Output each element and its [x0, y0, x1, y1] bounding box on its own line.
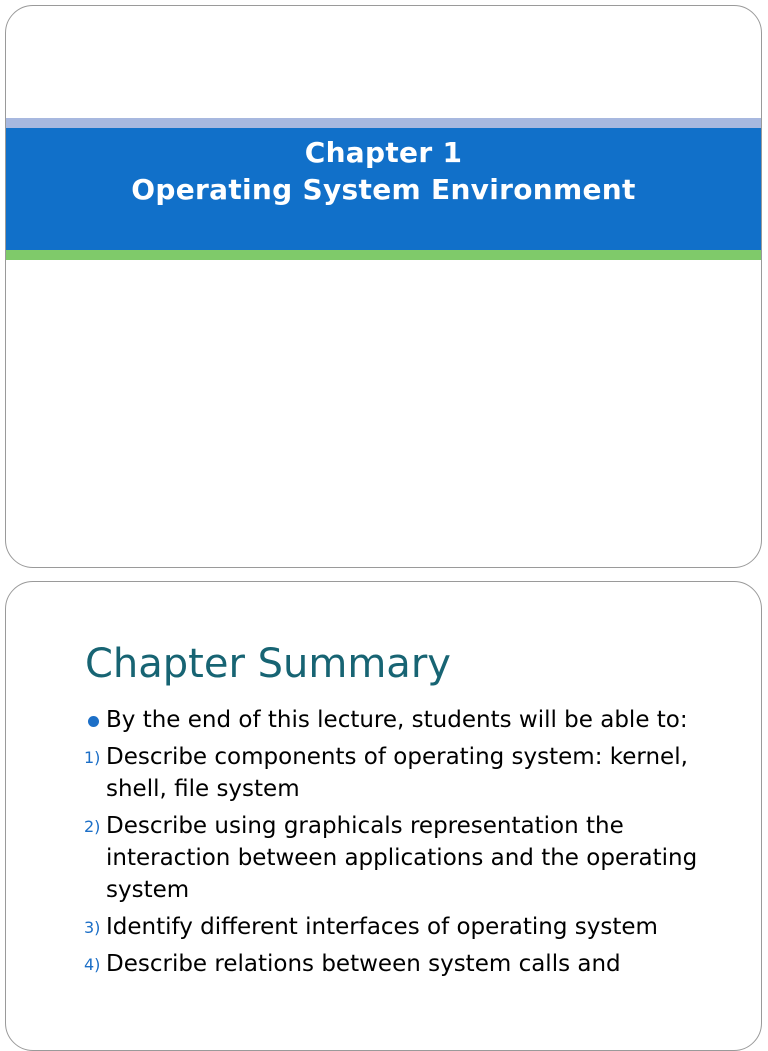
item-text: Describe relations between system calls and — [106, 951, 621, 977]
bullet-dot-icon — [88, 716, 99, 727]
item-text: Identify different interfaces of operating system — [106, 914, 658, 940]
intro-bullet — [84, 704, 724, 736]
list-item — [84, 810, 724, 906]
list-item — [84, 741, 724, 805]
chapter-number: Chapter 1 — [304, 136, 463, 169]
item-number: 1) — [84, 748, 101, 767]
list-item — [84, 911, 724, 943]
title-slide — [5, 5, 762, 568]
summary-content — [84, 704, 724, 985]
item-number: 3) — [84, 918, 101, 937]
item-text: Describe components of operating system: kernel, shell, file system — [106, 744, 688, 802]
item-number: 2) — [84, 817, 101, 836]
header-band — [6, 128, 761, 250]
chapter-title: Operating System Environment — [131, 173, 636, 206]
header-band-bottom — [6, 250, 761, 260]
header-band-top — [6, 118, 761, 128]
item-text: Describe using graphicals representation the interaction between applications and the operating system — [106, 813, 698, 903]
item-number: 4) — [84, 955, 101, 974]
summary-title: Chapter Summary — [85, 641, 451, 687]
intro-text: By the end of this lecture, students will be able to: — [106, 707, 688, 733]
list-item — [84, 948, 724, 980]
summary-slide — [5, 581, 762, 1051]
